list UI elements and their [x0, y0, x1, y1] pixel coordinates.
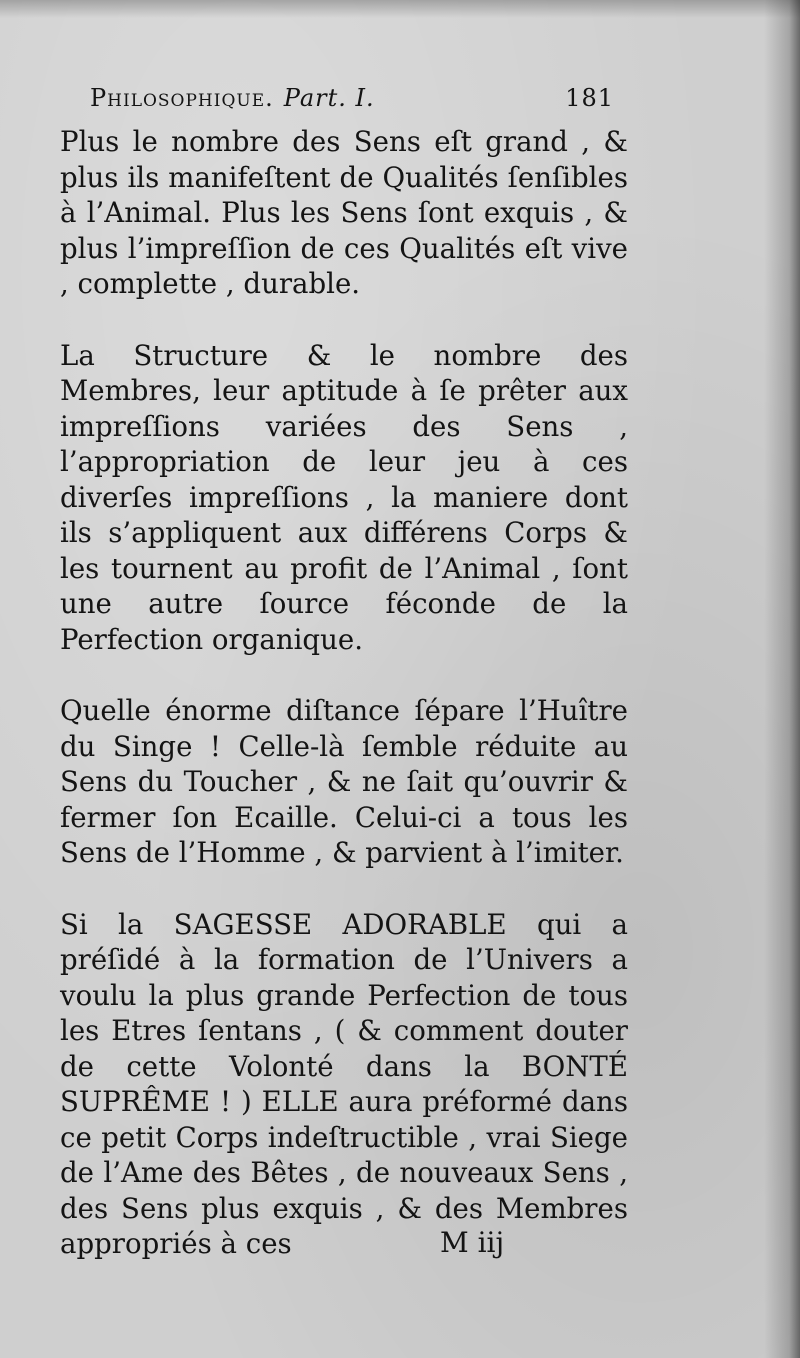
- running-head-title: Philosophique.: [90, 84, 274, 112]
- page-binding-shadow: [764, 0, 800, 1358]
- page-top-shadow: [0, 0, 800, 18]
- paragraph-1: Plus le nombre des Sens eſt grand , & plus ils manifeſtent de Qualités ſenſibles à l’Animal. Plus les Sens ſont exquis , & plus l’impreſſion de ces Qualités eſt vive , complette , durable.: [60, 125, 628, 300]
- paragraph-2: La Structure & le nombre des Membres, leur aptitude à ſe prêter aux impreſſions variées des Sens , l’appropriation de leur jeu à ces diverſes impreſſions , la maniere dont ils s’appliquent aux différens Corps & les tournent au profit de l’Animal , ſont une autre ſource féconde de la Perfection organique.: [60, 338, 628, 656]
- signature-mark: M iij: [440, 1226, 505, 1259]
- page-number: 181: [565, 84, 614, 112]
- running-head: [90, 84, 614, 124]
- running-head-part: Part. I.: [283, 84, 375, 112]
- running-head-left: [90, 84, 375, 112]
- paragraph-4: Si la SAGESSE ADORABLE qui a préſidé à la formation de l’Univers a voulu la plus grande Perfection de tous les Etres ſentans , ( & comment douter de cette Volonté dans la BONTÉ SUPRÊME ! ) ELLE aura préformé dans ce petit Corps indeſtructible , vrai Siege de l’Ame des Bêtes , de nouveaux Sens , des Sens plus exquis , & des Membres appropriés à ces: [60, 907, 628, 1260]
- text-block: [60, 84, 628, 1262]
- paragraph-3: Quelle énorme diſtance ſépare l’Huître du Singe ! Celle-là ſemble réduite au Sens du Toucher , & ne ſait qu’ouvrir & fermer ſon Ecaille. Celui-ci a tous les Sens de l’Homme , & parvient à l’imiter.: [60, 694, 628, 869]
